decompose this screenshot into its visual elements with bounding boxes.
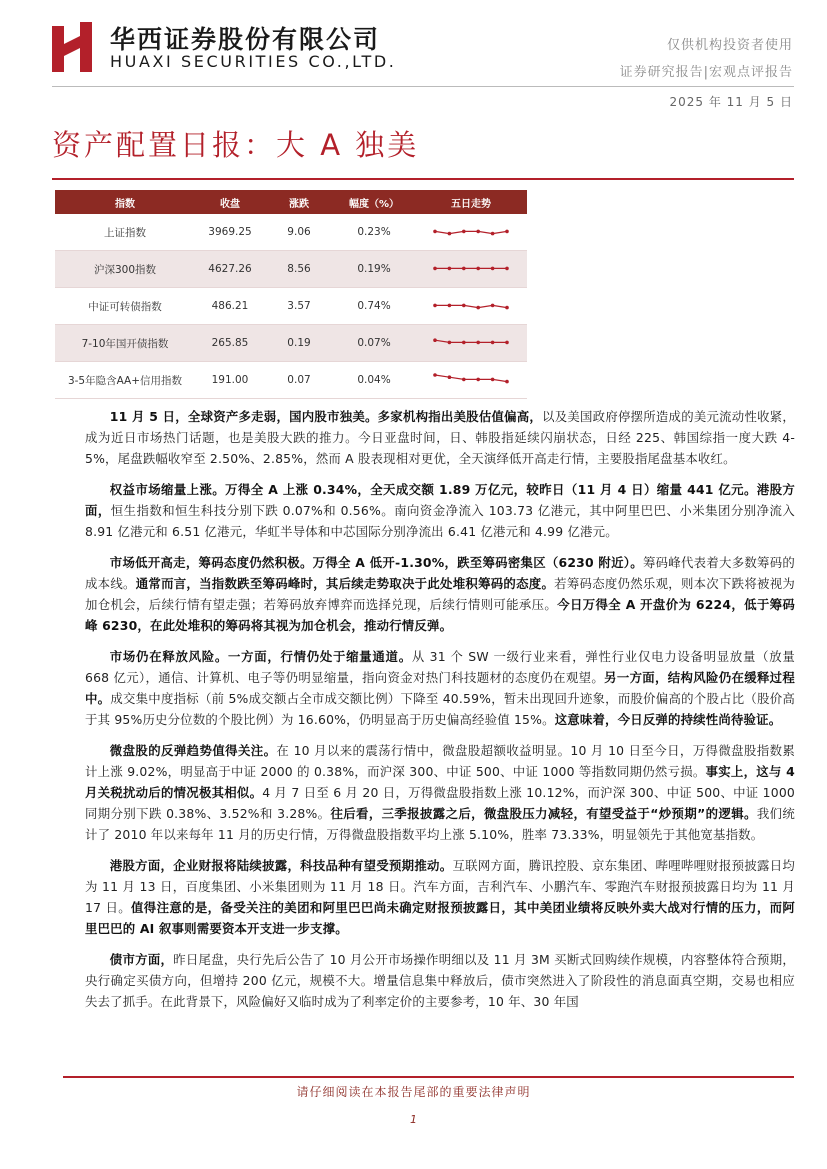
table-row — [55, 362, 527, 399]
sparkline-point — [462, 341, 466, 345]
sparkline-point — [491, 378, 495, 382]
sparkline-point — [476, 378, 480, 382]
change-cell: 8.56 — [287, 263, 311, 275]
footer-divider — [63, 1076, 794, 1078]
change-cell: 0.19 — [287, 337, 311, 349]
emphasis-text: 今日万得全 A 开盘价为 6224，低于筹码峰 6230，在此处堆积的筹码将其视为加仓机会，推动行情反弹。 — [85, 597, 795, 633]
institutional-only-tag: 仅供机构投资者使用 — [666, 38, 793, 53]
emphasis-text: 事实上，这与 4 月关税扰动后的情况极其相似。 — [85, 764, 795, 800]
index-name-cell: 3-5年隐含AA+信用指数 — [67, 374, 183, 387]
index-name-cell: 沪深300指数 — [93, 263, 157, 276]
trend-cell — [415, 261, 527, 277]
close-cell: 265.85 — [211, 337, 249, 349]
emphasis-text: 另一方面，结构风险仍在缓释过程中。 — [85, 670, 796, 706]
sparkline-point — [448, 304, 452, 308]
close-cell: 486.21 — [211, 300, 249, 312]
close-cell: 3969.25 — [208, 226, 252, 238]
sparkline-point — [462, 378, 466, 382]
header-trend: 五日走势 — [451, 198, 491, 210]
sparkline-point — [462, 304, 466, 308]
sparkline-point — [448, 232, 452, 236]
sparkline-path — [435, 231, 507, 233]
sparkline-point — [505, 230, 509, 234]
sparkline-point — [476, 267, 480, 271]
body-text: 成交集中度指标（前 5%成交额占全市成交额比例）下降至 40.59%，暂未出现回升迹象，而股价偏高的个股占比（股价高于其 95%历史分位数的个股比例）为 16.60%，仍明显高于历史偏高经验值 15%。 — [85, 691, 795, 727]
pct-cell: 0.04% — [357, 374, 391, 386]
sparkline-point — [491, 232, 495, 236]
body-text: 我们统计了 2010 年以来每年 11 月的历史行情，万得微盘股指数平均上涨 5.10%，胜率 73.33%，明显领先于其他宽基指数。 — [85, 806, 795, 842]
sparkline-point — [505, 380, 509, 384]
legal-notice: 请仔细阅读在本报告尾部的重要法律声明 — [296, 1085, 531, 1099]
sparkline-point — [433, 373, 437, 377]
sparkline-point — [433, 338, 437, 342]
sparkline-point — [505, 267, 509, 271]
sparkline-point — [491, 304, 495, 308]
change-cell: 3.57 — [287, 300, 311, 312]
report-title: 资产配置日报：大 A 独美 — [52, 128, 420, 162]
body-text: 互联网方面，腾讯控股、京东集团、哔哩哔哩财报预披露日均为 11 月 13 日，百度集团、小米集团则为 11 月 18 日。汽车方面，吉利汽车、小鹏汽车、零跑汽车财报预披露日均为 11 月 17 日。 — [85, 858, 795, 915]
header-pct: 幅度（%） — [348, 198, 400, 210]
sparkline-point — [448, 341, 452, 345]
emphasis-text: 往后看，三季报披露之后，微盘股压力减轻，有望受益于“炒预期”的逻辑。 — [330, 806, 757, 821]
index-name-cell: 7-10年国开债指数 — [81, 337, 169, 350]
sparkline-point — [476, 230, 480, 234]
body-text: 以及美国政府停摆所造成的美元流动性收紧，成为近日市场热门话题，也是美股大跌的推力。今日亚盘时间，日、韩股指延续闪崩状态，日经 225、韩国综指一度大跌 4-5%，尾盘跌幅收窄至 2.50%、2.85%，然而 A 股表现相对更优，全天演绎低开高走行情，主要股指尾盘基本收红。 — [85, 409, 795, 466]
sparkline-point — [505, 341, 509, 345]
index-name-cell: 上证指数 — [104, 226, 146, 239]
sparkline-point — [462, 230, 466, 234]
body-text: 4 月 7 日至 6 月 20 日，万得微盘股指数上涨 10.12%，而沪深 300、中证 500、中证 1000 同期分别下跌 0.38%、3.52%和 3.28%。 — [85, 785, 795, 821]
pct-cell: 0.74% — [357, 300, 391, 312]
body-text: 昨日尾盘，央行先后公告了 10 月公开市场操作明细以及 11 月 3M 买断式回购续作规模，内容整体符合预期，央行确定买债方向，但增持 200 亿元，规模不大。增量信息集中释放后，债市突然进入了阶段性的消息面真空期，交易也相应失去了抓手。在此背景下，风险偏好又临时成为了利率定价的主要参考，10 年、30 年国 — [85, 952, 795, 1009]
header-divider — [52, 86, 794, 87]
pct-cell: 0.23% — [357, 226, 391, 238]
body-paragraph — [85, 479, 795, 542]
index-name-cell: 中证可转债指数 — [88, 300, 162, 313]
table-row — [55, 214, 527, 251]
header-close: 收盘 — [220, 198, 240, 210]
emphasis-text: 市场低开高走，筹码态度仍然积极。万得全 A 低开-1.30%，跌至筹码密集区（6230 附近）。 — [109, 555, 643, 570]
report-date: 2025 年 11 月 5 日 — [669, 95, 793, 109]
sparkline-path — [435, 305, 507, 307]
body-text: 恒生指数和恒生科技分别下跌 0.07%和 0.56%。南向资金净流入 103.73 亿港元，其中阿里巴巴、小米集团分别净流入 8.91 亿港元和 6.51 亿港元，华虹半导体和中芯国际分别净流出 6.41 亿港元和 4.99 亿港元。 — [85, 503, 795, 539]
emphasis-text: 微盘股的反弹趋势值得关注。 — [109, 743, 277, 758]
header-change: 涨跌 — [289, 198, 309, 210]
emphasis-text: 这意味着，今日反弹的持续性尚待验证。 — [554, 712, 782, 727]
sparkline — [431, 298, 511, 314]
body-paragraph — [85, 646, 795, 730]
trend-cell — [415, 335, 527, 351]
sparkline-point — [433, 230, 437, 234]
emphasis-text: 港股方面，企业财报将陆续披露，科技品种有望受预期推动。 — [109, 858, 453, 873]
sparkline-point — [448, 267, 452, 271]
pct-cell: 0.07% — [357, 337, 391, 349]
sparkline — [431, 261, 511, 277]
header-index: 指数 — [115, 198, 135, 210]
report-body — [85, 406, 795, 1022]
sparkline-point — [491, 267, 495, 271]
pct-cell: 0.19% — [357, 263, 391, 275]
table-row — [55, 325, 527, 362]
body-paragraph — [85, 949, 795, 1012]
sparkline-point — [433, 267, 437, 271]
table-row — [55, 288, 527, 325]
change-cell: 0.07 — [287, 374, 311, 386]
close-cell: 4627.26 — [208, 263, 252, 275]
trend-cell — [415, 224, 527, 240]
page-number: 1 — [410, 1113, 417, 1126]
body-text: 若筹码态度仍然乐观，则本次下跌将被视为加仓机会，后续行情有望走强；若筹码放弃博弈而选择兑现，后续行情则可能承压。 — [85, 576, 795, 612]
close-cell: 191.00 — [211, 374, 249, 386]
trend-cell — [415, 298, 527, 314]
body-paragraph — [85, 406, 795, 469]
table-header — [55, 190, 527, 214]
emphasis-text: 值得注意的是，备受关注的美团和阿里巴巴尚未确定财报预披露日，其中美团业绩将反映外卖大战对行情的压力，而阿里巴巴的 AI 叙事则需要资本开支进一步支撑。 — [85, 900, 795, 936]
emphasis-text: 市场仍在释放风险。一方面，行情仍处于缩量通道。 — [109, 649, 412, 664]
sparkline — [431, 372, 511, 388]
body-text: 筹码峰代表着大多数筹码的成本线。 — [85, 555, 796, 591]
sparkline — [431, 224, 511, 240]
sparkline — [431, 335, 511, 351]
company-name-en: HUAXI SECURITIES CO.,LTD. — [110, 52, 397, 71]
emphasis-text: 11 月 5 日，全球资产多走弱，国内股市独美。多家机构指出美股估值偏高， — [109, 409, 543, 424]
sparkline-path — [435, 375, 507, 382]
sparkline-point — [476, 341, 480, 345]
body-text: 从 31 个 SW 一级行业来看，弹性行业仅电力设备明显放量（放量 668 亿元），通信、计算机、电子等仍明显缩量，指向资金对热门科技题材的态度仍在观望。 — [85, 649, 795, 685]
sparkline-point — [433, 304, 437, 308]
emphasis-text: 权益市场缩量上涨。万得全 A 上涨 0.34%，全天成交额 1.89 万亿元，较昨日（11 月 4 日）缩量 441 亿元。港股方面， — [85, 482, 795, 518]
sparkline-point — [462, 267, 466, 271]
emphasis-text: 债市方面， — [109, 952, 174, 967]
sparkline-point — [448, 375, 452, 379]
title-divider — [52, 178, 794, 180]
huaxi-logo-icon — [52, 22, 96, 72]
body-paragraph — [85, 552, 795, 636]
report-type-tag: 证券研究报告|宏观点评报告 — [619, 65, 793, 80]
sparkline-point — [491, 341, 495, 345]
sparkline-path — [435, 340, 507, 342]
index-summary-table — [55, 190, 527, 399]
body-text: 在 10 月以来的震荡行情中，微盘股超额收益明显。10 月 10 日至今日，万得微盘股指数累计上涨 9.02%，明显高于中证 2000 的 0.38%，而沪深 300、中证 500、中证 1000 等指数同期仍然亏损。 — [85, 743, 795, 779]
body-paragraph — [85, 855, 795, 939]
body-paragraph — [85, 740, 795, 845]
table-row — [55, 251, 527, 288]
emphasis-text: 通常而言，当指数跌至筹码峰时，其后续走势取决于此处堆积筹码的态度。 — [135, 576, 555, 591]
sparkline-point — [476, 306, 480, 310]
trend-cell — [415, 372, 527, 388]
change-cell: 9.06 — [287, 226, 311, 238]
sparkline-point — [505, 306, 509, 310]
company-name-cn: 华西证券股份有限公司 — [110, 25, 381, 54]
